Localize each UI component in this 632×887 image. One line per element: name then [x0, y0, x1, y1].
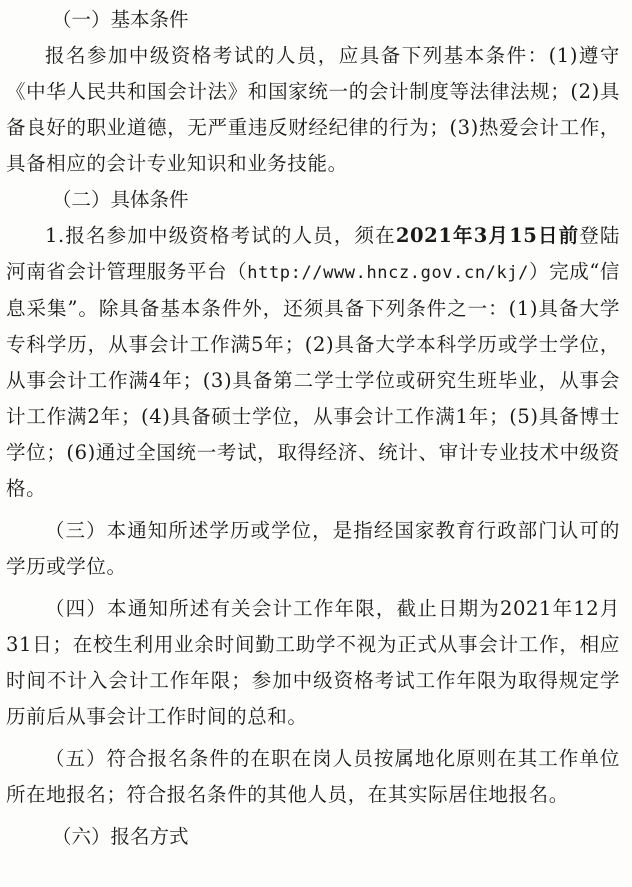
- specific-conditions-platform: 登陆河南省会计管理服务平台（: [6, 224, 621, 283]
- specific-conditions-prefix: 1.报名参加中级资格考试的人员，须在: [45, 224, 396, 247]
- work-years-paragraph: （四）本通知所述有关会计工作年限，截止日期为2021年12月31日；在校生利用业余时间勤工助学不视为正式从事会计工作，相应时间不计入会计工作年限；参加中级资格考试工作年限为取得规定学历前后从事会计工作时间的总和。: [6, 597, 620, 728]
- section-heading-basic-conditions: （一）基本条件: [52, 8, 189, 31]
- platform-url: http://www.hncz.gov.cn/kj/: [247, 263, 529, 283]
- section-heading-specific-conditions: （二）具体条件: [52, 188, 189, 211]
- section-heading-registration-method: （六）报名方式: [52, 825, 189, 848]
- degree-definition-paragraph: （三）本通知所述学历或学位，是指经国家教育行政部门认可的学历或学位。: [6, 519, 620, 578]
- registration-deadline: 2021年3月15日前: [395, 224, 580, 247]
- basic-conditions-paragraph: 报名参加中级资格考试的人员，应具备下列基本条件：(1)遵守《中华人民共和国会计法》和国家统一的会计制度等法律法规；(2)具备良好的职业道德，无严重违反财经纪律的行为；(3)热爱会计工作，具备相应的会计专业知识和业务技能。: [6, 44, 620, 175]
- registration-location-paragraph: （五）符合报名条件的在职在岗人员按属地化原则在其工作单位所在地报名；符合报名条件的其他人员，在其实际居住地报名。: [6, 747, 620, 806]
- specific-conditions-list: ）完成“信息采集”。除具备基本条件外，还须具备下列条件之一：(1)具备大学专科学历，从事会计工作满5年；(2)具备大学本科学历或学士学位，从事会计工作满4年；(3)具备第二学士学位或研究生班毕业，从事会计工作满2年；(4)具备硕士学位，从事会计工作满1年；(5)具备博士学位；(6)通过全国统一考试，取得经济、统计、审计专业技术中级资格。: [6, 260, 620, 500]
- specific-conditions-paragraph: [6, 218, 620, 507]
